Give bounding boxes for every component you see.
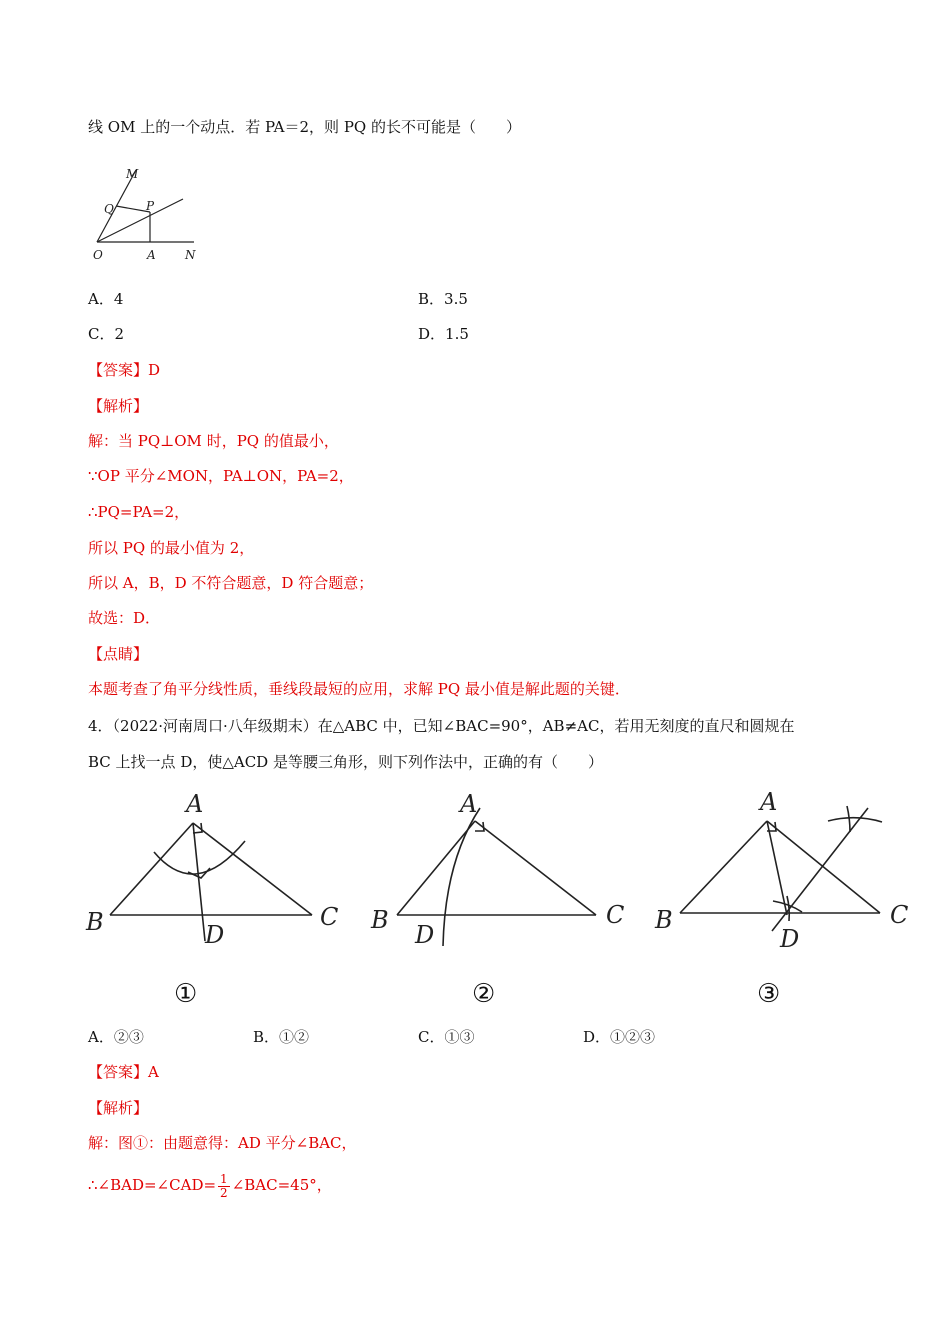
q4-stem-line-1: 4．（2022·河南周口·八年级期末）在△ABC 中，已知∠BAC=90°，AB≠AC，若用无刻度的直尺和圆规在	[88, 717, 795, 735]
fig2-label-c: C	[606, 901, 625, 929]
fig1-label-d: D	[205, 921, 225, 949]
fig3-label-a: A	[760, 788, 778, 816]
label-o: O	[93, 248, 103, 262]
q3-analysis-line-4: 所以 PQ 的最小值为 2，	[88, 539, 255, 557]
bisector-ad	[193, 823, 205, 941]
q4-figure-2	[360, 786, 650, 956]
q3-answer: 【答案】D	[88, 361, 161, 379]
fig3-label-c: C	[890, 901, 909, 929]
figure-number-2: ②	[472, 979, 496, 1009]
q3-analysis-line-6: 故选：D．	[88, 609, 161, 627]
label-n: N	[185, 248, 196, 262]
q3-option-a: A．4	[88, 290, 124, 308]
q3-stem-tail: 线 OM 上的一个动点．若 PA＝2，则 PQ 的长不可能是（ ）	[88, 118, 521, 136]
figure-number-1: ①	[174, 979, 198, 1009]
q3-comment-heading: 【点睛】	[88, 645, 149, 663]
fraction-numerator: 1	[220, 1171, 228, 1186]
fig3-label-d: D	[780, 925, 800, 953]
q4-stem-line-2: BC 上找一点 D，使△ACD 是等腰三角形，则下列作法中，正确的有（ ）	[88, 753, 603, 771]
fig2-label-d: D	[415, 921, 435, 949]
q4-option-b: B．①②	[253, 1028, 310, 1046]
segment-pq	[116, 206, 150, 212]
q4-analysis-heading: 【解析】	[88, 1099, 149, 1117]
fig2-label-b: B	[371, 906, 389, 934]
q3-angle-bisector-figure	[88, 162, 208, 266]
fig1-label-c: C	[320, 903, 339, 931]
q4-option-d: D．①②③	[583, 1028, 656, 1046]
label-m: M	[126, 167, 139, 181]
q4-figure-1	[80, 786, 350, 956]
q3-option-c: C．2	[88, 325, 125, 343]
q4-analysis-line-1: 解：图①：由题意得：AD 平分∠BAC，	[88, 1134, 357, 1152]
q4-analysis-line-2	[88, 1172, 332, 1200]
fig2-label-a: A	[460, 790, 478, 818]
q3-comment: 本题考查了角平分线性质，垂线段最短的应用，求解 PQ 最小值是解此题的关键．	[88, 680, 630, 698]
label-a: A	[147, 248, 156, 262]
fig1-label-b: B	[86, 908, 104, 936]
label-q: Q	[104, 202, 114, 216]
fig1-label-a: A	[186, 790, 204, 818]
q4-figure-3	[650, 786, 920, 956]
q3-option-d: D．1.5	[418, 325, 469, 343]
q4-option-a: A．②③	[88, 1028, 144, 1046]
q4-answer: 【答案】A	[88, 1063, 159, 1081]
figure-number-3: ③	[757, 979, 781, 1009]
q4-analysis-line-2-suffix: ∠BAC=45°，	[231, 1176, 332, 1194]
q3-option-b: B．3.5	[418, 290, 468, 308]
label-p: P	[146, 199, 155, 213]
q3-analysis-line-3: ∴PQ=PA=2，	[88, 503, 190, 521]
q3-analysis-line-2: ∵OP 平分∠MON，PA⊥ON，PA=2，	[88, 467, 354, 485]
q4-option-c: C．①③	[418, 1028, 475, 1046]
q4-analysis-line-2-prefix: ∴∠BAD=∠CAD=	[88, 1176, 217, 1194]
q3-analysis-line-1: 解：当 PQ⊥OM 时，PQ 的值最小，	[88, 432, 339, 450]
fig3-label-b: B	[655, 906, 673, 934]
fraction-denominator: 2	[220, 1185, 228, 1200]
q3-analysis-line-5: 所以 A，B，D 不符合题意，D 符合题意；	[88, 574, 374, 592]
q3-analysis-heading: 【解析】	[88, 397, 149, 415]
fraction-one-half	[218, 1173, 230, 1200]
